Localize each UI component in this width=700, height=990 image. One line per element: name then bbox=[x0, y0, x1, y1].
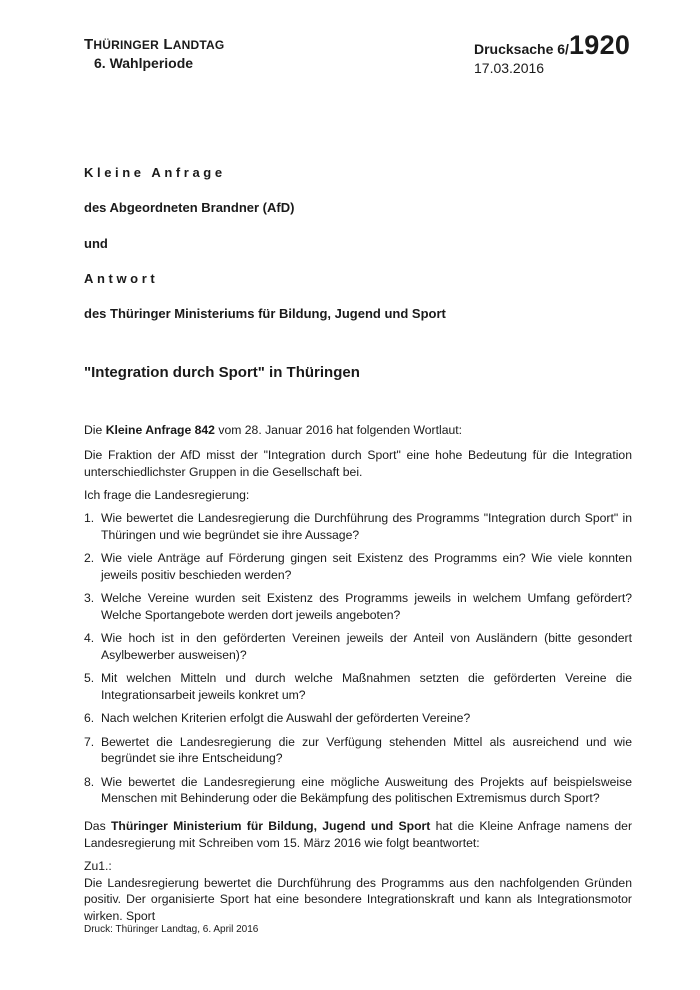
document-kind: Kleine Anfrage bbox=[84, 165, 226, 180]
drucksache-label: Drucksache 6/ bbox=[474, 41, 569, 57]
inquirer: des Abgeordneten Brandner (AfD) bbox=[84, 200, 295, 215]
question-text: Wie viele Anträge auf Förderung gingen seit Existenz des Programms ein? Wie viele konnten jeweils positiv beschieden werden? bbox=[101, 551, 632, 582]
question-item bbox=[84, 510, 632, 543]
question-text: Mit welchen Mitteln und durch welche Maßnahmen setzten die geförderten Vereine die Integrationsarbeit jeweils konkret um? bbox=[101, 671, 632, 702]
responding-ministry: Thüringer Ministerium für Bildung, Jugend und Sport bbox=[110, 819, 431, 833]
parliament-name-rest-1: HÜRINGER bbox=[93, 38, 159, 52]
print-footer: Druck: Thüringer Landtag, 6. April 2016 bbox=[84, 924, 259, 935]
question-list bbox=[84, 510, 632, 814]
conjunction: und bbox=[84, 236, 108, 251]
answer-heading: Antwort bbox=[84, 271, 159, 286]
question-item bbox=[84, 630, 632, 663]
question-item bbox=[84, 670, 632, 703]
document-reference bbox=[474, 30, 630, 75]
question-text: Welche Vereine wurden seit Existenz des Programms jeweils in welchem Umfang gefördert? Welche Sportangebote werden dort jeweils angeboten? bbox=[101, 591, 632, 622]
intro-pre: Die bbox=[84, 423, 106, 437]
parliament-name-initial-1: T bbox=[84, 36, 94, 53]
question-number: 7. bbox=[84, 734, 95, 749]
parliament-name-initial-2: L bbox=[163, 36, 173, 53]
question-number: 3. bbox=[84, 591, 95, 605]
question-number: 6. bbox=[84, 711, 95, 725]
question-lead: Ich frage die Landesregierung: bbox=[84, 488, 250, 502]
question-text: Wie bewertet die Landesregierung die Durchführung des Programms "Integration durch Sport" in Thüringen und wie begründet sie ihre Aussage? bbox=[101, 511, 632, 542]
ministry: des Thüringer Ministeriums für Bildung, Jugend und Sport bbox=[84, 306, 446, 321]
electoral-period: 6. Wahlperiode bbox=[94, 55, 194, 71]
answer-1 bbox=[84, 858, 632, 924]
question-number: 1. bbox=[84, 511, 95, 525]
question-text: Bewertet die Landesregierung die zur Verfügung stehenden Mittel als ausreichend und wie begründet sie ihre Entscheidung? bbox=[101, 734, 632, 765]
question-item bbox=[84, 590, 632, 623]
question-number: 2. bbox=[84, 551, 95, 565]
document-date: 17.03.2016 bbox=[474, 60, 545, 76]
response-post: hat die Kleine Anfrage namens der Landesregierung mit Schreiben vom 15. März 2016 wie folgt beantwortet: bbox=[84, 819, 633, 850]
question-item bbox=[84, 774, 632, 807]
question-number: 4. bbox=[84, 631, 95, 645]
question-number: 8. bbox=[84, 774, 95, 789]
intro-line bbox=[84, 422, 632, 439]
response-statement bbox=[84, 818, 632, 851]
parliament-header bbox=[84, 36, 224, 72]
answer-label: Zu1.: bbox=[84, 859, 112, 873]
response-pre: Das bbox=[84, 819, 111, 833]
inquiry-number: Kleine Anfrage 842 bbox=[105, 423, 215, 437]
question-item bbox=[84, 734, 632, 767]
document-title: "Integration durch Sport" in Thüringen bbox=[84, 364, 360, 381]
intro-statement: Die Fraktion der AfD misst der "Integration durch Sport" eine hohe Bedeutung für die Integration unterschiedlichster Gruppen in die Gesellschaft bei. bbox=[84, 448, 632, 479]
parliament-name-rest-2: ANDTAG bbox=[172, 38, 225, 52]
answer-text: Die Landesregierung bewertet die Durchführung des Programms aus den nachfolgenden Gründen positiv. Der organisierte Sport hat eine besondere Integrationskraft und kann als Integrationsmotor wirken. Sport bbox=[84, 875, 632, 923]
intro-post: vom 28. Januar 2016 hat folgenden Wortlaut: bbox=[214, 423, 463, 437]
parliament-name bbox=[84, 36, 224, 54]
question-text: Nach welchen Kriterien erfolgt die Auswahl der geförderten Vereine? bbox=[101, 711, 471, 725]
question-text: Wie bewertet die Landesregierung eine mögliche Ausweitung des Projekts auf beispielsweise Menschen mit Behinderung oder die Bekämpfung des politischen Extremismus durch Sport? bbox=[101, 774, 632, 805]
question-item bbox=[84, 550, 632, 583]
question-text: Wie hoch ist in den geförderten Vereinen jeweils der Anteil von Ausländern (bitte gesondert Asylbewerber ausweisen)? bbox=[101, 631, 632, 662]
question-item bbox=[84, 710, 632, 727]
drucksache-number: 1920 bbox=[568, 30, 631, 60]
question-number: 5. bbox=[84, 671, 95, 685]
